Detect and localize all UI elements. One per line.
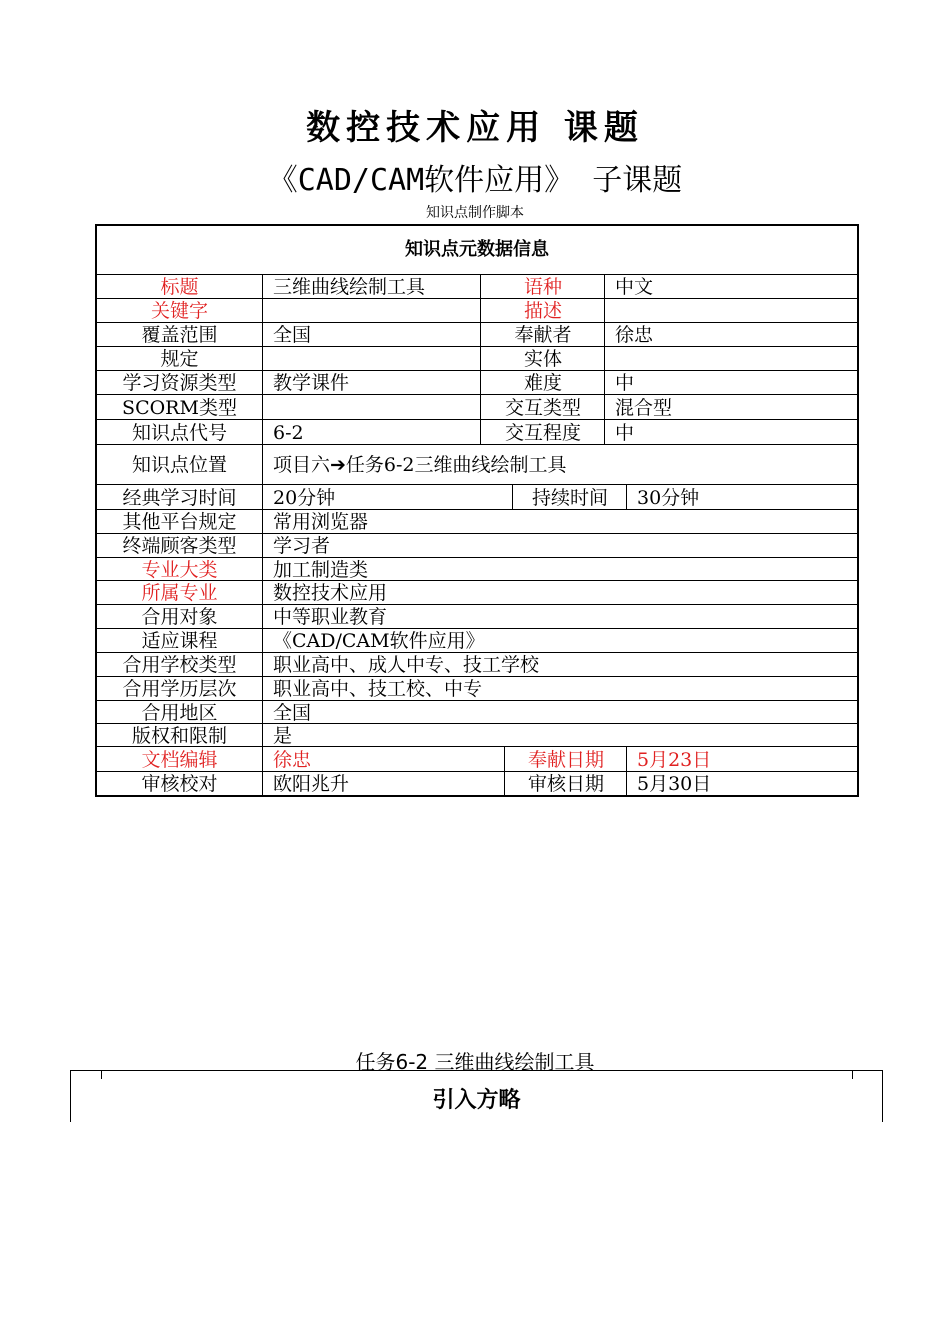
label-scorm-type: SCORM类型 xyxy=(122,396,237,419)
label-course: 适应课程 xyxy=(141,630,218,652)
label-major-category: 专业大类 xyxy=(141,558,218,581)
value-course: 《CAD/CAM软件应用》 xyxy=(262,629,857,653)
table-row xyxy=(97,346,857,371)
table-row xyxy=(97,484,857,510)
label-interaction-type: 交互类型 xyxy=(480,395,605,420)
value-platform: 常用浏览器 xyxy=(262,510,857,534)
label-keywords: 关键字 xyxy=(150,300,208,322)
label-knowledge-code: 知识点代号 xyxy=(131,421,227,444)
table-row xyxy=(97,370,857,395)
label-interaction-level: 交互程度 xyxy=(480,420,605,445)
table-row xyxy=(97,628,857,653)
label-copyright: 版权和限制 xyxy=(131,724,227,747)
metadata-table xyxy=(95,224,859,797)
table-row xyxy=(97,274,857,299)
value-duration: 30分钟 xyxy=(626,485,857,510)
label-region: 合用地区 xyxy=(141,701,218,724)
table-row xyxy=(97,700,857,724)
label-contribution-date: 奉献日期 xyxy=(504,747,627,772)
value-study-time: 20分钟 xyxy=(262,485,523,510)
value-education-level: 职业高中、技工校、中专 xyxy=(262,677,857,701)
section-heading: 引入方略 xyxy=(432,1088,521,1113)
value-language: 中文 xyxy=(604,275,857,299)
table-row xyxy=(97,580,857,605)
intro-section-box xyxy=(70,1070,883,1122)
document-title: 数控技术应用 课题 xyxy=(306,108,644,148)
value-difficulty: 中 xyxy=(604,371,857,395)
table-heading: 知识点元数据信息 xyxy=(405,239,549,260)
label-platform: 其他平台规定 xyxy=(122,511,237,533)
table-row xyxy=(97,604,857,629)
table-row xyxy=(97,419,857,445)
label-duration: 持续时间 xyxy=(512,485,627,510)
label-contributor: 奉献者 xyxy=(480,323,605,347)
table-row xyxy=(97,394,857,420)
table-row xyxy=(97,444,857,485)
value-end-user: 学习者 xyxy=(262,534,857,558)
value-keywords xyxy=(262,299,491,323)
table-row xyxy=(97,557,857,581)
value-coverage: 全国 xyxy=(262,323,491,347)
value-rules xyxy=(262,347,491,371)
table-row xyxy=(97,533,857,558)
label-resource-type: 学习资源类型 xyxy=(122,372,237,394)
label-reviewer: 审核校对 xyxy=(141,773,218,795)
value-region: 全国 xyxy=(262,701,857,724)
value-school-type: 职业高中、成人中专、技工学校 xyxy=(262,653,857,677)
value-scorm-type xyxy=(262,395,491,420)
value-target-audience: 中等职业教育 xyxy=(262,605,857,629)
table-row xyxy=(97,509,857,534)
value-description xyxy=(604,299,857,323)
table-row xyxy=(97,771,857,796)
table-row xyxy=(97,723,857,747)
value-contribution-date: 5月23日 xyxy=(626,747,857,772)
value-interaction-level: 中 xyxy=(604,420,857,445)
label-language: 语种 xyxy=(480,275,605,299)
value-editor: 徐忠 xyxy=(262,747,515,772)
value-copyright: 是 xyxy=(262,724,857,747)
table-tick xyxy=(852,1071,853,1079)
value-major-category: 加工制造类 xyxy=(262,558,857,581)
table-row xyxy=(97,298,857,323)
value-knowledge-code: 6-2 xyxy=(262,420,491,445)
label-study-time: 经典学习时间 xyxy=(122,486,237,509)
label-school-type: 合用学校类型 xyxy=(122,654,237,676)
label-end-user: 终端顾客类型 xyxy=(122,535,237,557)
value-title: 三维曲线绘制工具 xyxy=(262,275,491,299)
table-row xyxy=(97,322,857,347)
value-entity xyxy=(604,347,857,371)
label-target-audience: 合用对象 xyxy=(141,606,218,628)
label-difficulty: 难度 xyxy=(480,371,605,395)
value-contributor: 徐忠 xyxy=(604,323,857,347)
label-title: 标题 xyxy=(160,276,199,298)
table-tick xyxy=(101,1071,102,1079)
value-review-date: 5月30日 xyxy=(626,772,857,796)
table-header-row xyxy=(97,226,857,274)
value-knowledge-location: 项目六➔任务6-2三维曲线绘制工具 xyxy=(262,445,857,485)
label-coverage: 覆盖范围 xyxy=(141,324,218,346)
label-major: 所属专业 xyxy=(141,582,218,604)
value-resource-type: 教学课件 xyxy=(262,371,491,395)
document-subtitle: 《CAD/CAM软件应用》 子课题 xyxy=(267,163,683,198)
table-row xyxy=(97,746,857,772)
label-education-level: 合用学历层次 xyxy=(122,678,237,700)
label-knowledge-location: 知识点位置 xyxy=(131,454,227,476)
value-reviewer: 欧阳兆升 xyxy=(262,772,515,796)
label-editor: 文档编辑 xyxy=(141,748,218,771)
value-major: 数控技术应用 xyxy=(262,581,857,605)
value-interaction-type: 混合型 xyxy=(604,395,857,420)
label-description: 描述 xyxy=(480,299,605,323)
table-row xyxy=(97,676,857,701)
table-row xyxy=(97,652,857,677)
document-note: 知识点制作脚本 xyxy=(426,205,524,221)
label-entity: 实体 xyxy=(480,347,605,371)
task-title: 任务6-2 三维曲线绘制工具 xyxy=(355,1050,595,1074)
label-rules: 规定 xyxy=(160,348,199,370)
label-review-date: 审核日期 xyxy=(504,772,627,796)
